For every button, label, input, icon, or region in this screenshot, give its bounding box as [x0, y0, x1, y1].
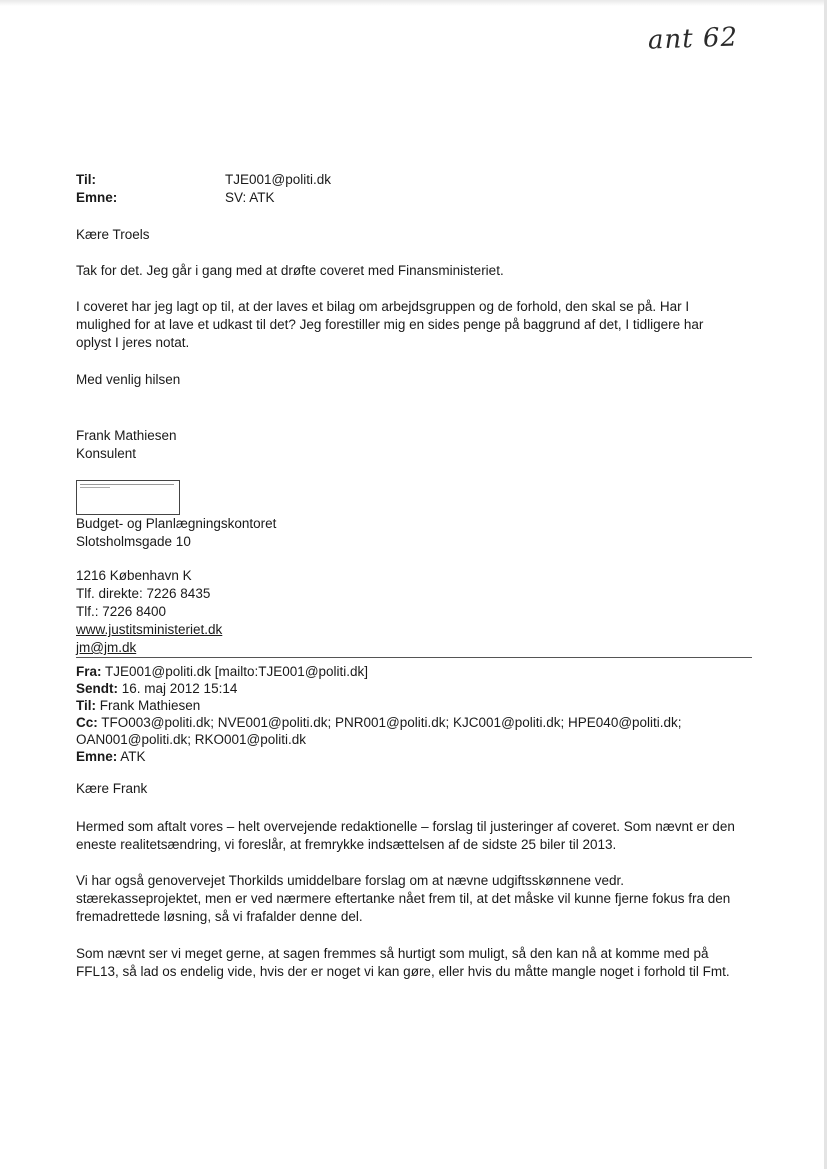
original-paragraph-1-line-2: eneste realitetsændring, vi foreslår, at fremrykke indsættelsen af de sidste 25 biler til 2013.: [76, 837, 617, 852]
signature-phone: Tlf.: 7226 8400: [76, 604, 167, 619]
scan-edge: [0, 0, 827, 6]
original-paragraph-3-line-2: FFL13, så lad os endelig vide, hvis der er noget vi kan gøre, eller hvis du måtte mangle noget i forhold til Fmt.: [76, 964, 730, 979]
original-sent: [76, 680, 237, 697]
reply-paragraph-1: Tak for det. Jeg går i gang med at drøfte coveret med Finansministeriet.: [76, 263, 504, 278]
original-paragraph-2-line-2: stærekasseprojektet, men er ved nærmere eftertanke nået frem til, at det måske vil kunne fjerne fokus fra den: [76, 891, 731, 906]
subject-label: Emne:: [76, 190, 118, 205]
signature-name: Frank Mathiesen: [76, 428, 177, 443]
original-from-value: TJE001@politi.dk [mailto:TJE001@politi.dk]: [101, 664, 369, 679]
reply-paragraph-2-line-1: I coveret har jeg lagt op til, at der laves et bilag om arbejdsgruppen og de forhold, den skal se på. Har I: [76, 299, 690, 314]
original-greeting: Kære Frank: [76, 781, 148, 796]
signature-email-link[interactable]: jm@jm.dk: [76, 640, 137, 655]
reply-paragraph-2-line-2: mulighed for at lave et udkast til det? Jeg forestiller mig en sides penge på baggrund af det, I tidligere har: [76, 317, 704, 332]
handwritten-annotation: ant 62: [647, 22, 739, 56]
signature-office: Budget- og Planlægningskontoret: [76, 516, 277, 531]
original-sent-label: Sendt:: [76, 681, 118, 696]
original-to-label: Til:: [76, 698, 96, 713]
original-paragraph-1-line-1: Hermed som aftalt vores – helt overvejende redaktionelle – forslag til justeringer af coveret. Som nævnt er den: [76, 819, 735, 834]
original-to: [76, 697, 200, 714]
original-cc: [76, 714, 682, 731]
original-paragraph-3-line-1: Som nævnt ser vi meget gerne, at sagen fremmes så hurtigt som muligt, så den kan nå at komme med på: [76, 946, 709, 961]
signature-street: Slotsholmsgade 10: [76, 534, 191, 549]
original-subject: [76, 748, 146, 765]
original-subject-value: ATK: [117, 749, 146, 764]
signature-logo-placeholder: [76, 480, 180, 515]
original-cc-line-2: OAN001@politi.dk; RKO001@politi.dk: [76, 732, 307, 747]
to-label: Til:: [76, 172, 96, 187]
subject-value: SV: ATK: [225, 190, 275, 205]
signature-title: Konsulent: [76, 446, 137, 461]
signature-city: 1216 København K: [76, 568, 192, 583]
original-cc-line-1: TFO003@politi.dk; NVE001@politi.dk; PNR001@politi.dk; KJC001@politi.dk; HPE040@politi.dk;: [97, 715, 682, 730]
original-subject-label: Emne:: [76, 749, 118, 764]
reply-greeting: Kære Troels: [76, 227, 150, 242]
original-paragraph-2-line-1: Vi har også genovervejet Thorkilds umiddelbare forslag om at nævne udgiftsskønnene vedr.: [76, 873, 625, 888]
original-sent-value: 16. maj 2012 15:14: [118, 681, 238, 696]
original-cc-label: Cc:: [76, 715, 98, 730]
to-value: TJE001@politi.dk: [225, 172, 332, 187]
original-from-label: Fra:: [76, 664, 102, 679]
reply-paragraph-2-line-3: oplyst I jeres notat.: [76, 335, 190, 350]
original-paragraph-2-line-3: fremadrettede løsning, så vi frafalder denne del.: [76, 909, 363, 924]
signature-website-link[interactable]: www.justitsministeriet.dk: [76, 622, 223, 637]
original-to-value: Frank Mathiesen: [96, 698, 201, 713]
signature-phone-direct: Tlf. direkte: 7226 8435: [76, 586, 211, 601]
original-from: [76, 663, 368, 680]
reply-closing: Med venlig hilsen: [76, 372, 181, 387]
message-divider: [76, 657, 752, 658]
